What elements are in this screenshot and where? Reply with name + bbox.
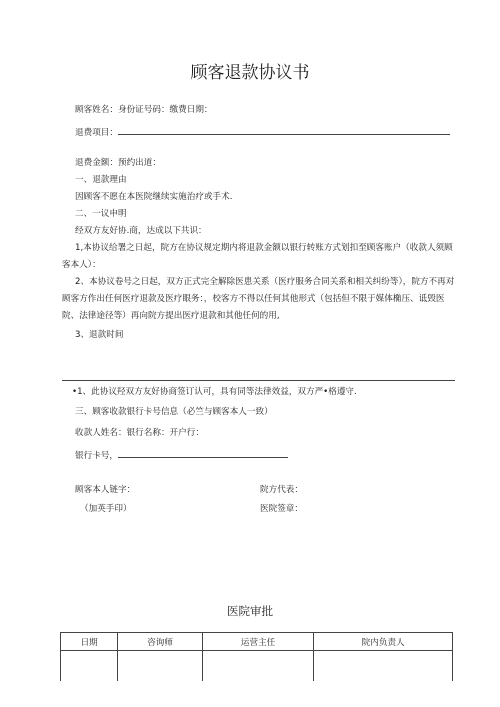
- agreement-heading: 二、一议申明: [75, 209, 127, 219]
- refund-project-field[interactable]: [118, 125, 450, 135]
- section-divider: [62, 380, 455, 381]
- approval-col-date: 日期: [61, 633, 118, 651]
- agreement-item-3: 3、退款时间: [75, 330, 124, 340]
- fingerprint-label: （加英手印）: [80, 504, 132, 514]
- bank-card-field[interactable]: [118, 448, 288, 458]
- document-title: 顾客退款协议书: [190, 63, 310, 83]
- hospital-seal-label: 医院签章：: [260, 504, 303, 514]
- approval-cell-date[interactable]: [61, 651, 118, 682]
- approval-col-consultant: 咨询师: [118, 633, 202, 651]
- approval-cell-operations-director[interactable]: [202, 651, 314, 682]
- agreement-intro: 经双方友好协.商，达成以下共识：: [75, 226, 207, 236]
- refund-project-row: [75, 125, 450, 139]
- agreement-item-2: 2、本协议卷号之日起，双方正式完全解除医患关系（医疗服务合同关系和相关纠纷等），院方不再对顾客方作出任何医疗退款及医疗眼务：，校客方不得以任何其他形式（包括但不限于媒体椭压、诋毁医院、法律途径等）再向院方提出医疗退款和其他任何的用,: [62, 277, 455, 321]
- bank-account-line: 收款人姓名：银行名称：开户行：: [75, 428, 204, 438]
- approval-title: 医院审批: [227, 604, 273, 618]
- approval-sign-row: [61, 651, 453, 682]
- approval-cell-hospital-head[interactable]: [314, 651, 453, 682]
- refund-project-label: 退费项目：: [75, 128, 118, 138]
- approval-col-operations-director: 运营主任: [202, 633, 314, 651]
- bank-heading: 三、顾客收款银行卡号信息（必竺与顾客本人一致）: [75, 407, 273, 417]
- reason-heading: 一、退款理由: [75, 175, 127, 185]
- agreement-item-1: 1,本协议给署之日起，院方在协议规定期内将退款金额以银行转账方式划扣至顾客账户（收款人须顾客本人）：: [62, 243, 453, 270]
- refund-amount-line: 退费金额：预约出道：: [75, 158, 161, 168]
- hospital-representative-label: 院方代表：: [260, 485, 303, 495]
- approval-table: [60, 632, 453, 681]
- bank-card-label: 银行卡号，: [75, 451, 118, 461]
- customer-info-line: 顾客姓名：身份证号码：缴费日期：: [75, 105, 213, 115]
- approval-cell-consultant[interactable]: [118, 651, 202, 682]
- reason-text: 因顾客不愿在本医院继续实施治疗或手术.: [75, 192, 233, 202]
- bank-card-row: [75, 448, 288, 462]
- customer-signature-label: 顾客本人链字：: [75, 485, 136, 495]
- approval-header-row: [61, 633, 453, 651]
- approval-col-hospital-head: 院内负责人: [314, 633, 453, 651]
- effect-line: •1、此协议羟双方友好协商签订认可，具有同等法律效益，双方严•格遵守.: [72, 387, 357, 397]
